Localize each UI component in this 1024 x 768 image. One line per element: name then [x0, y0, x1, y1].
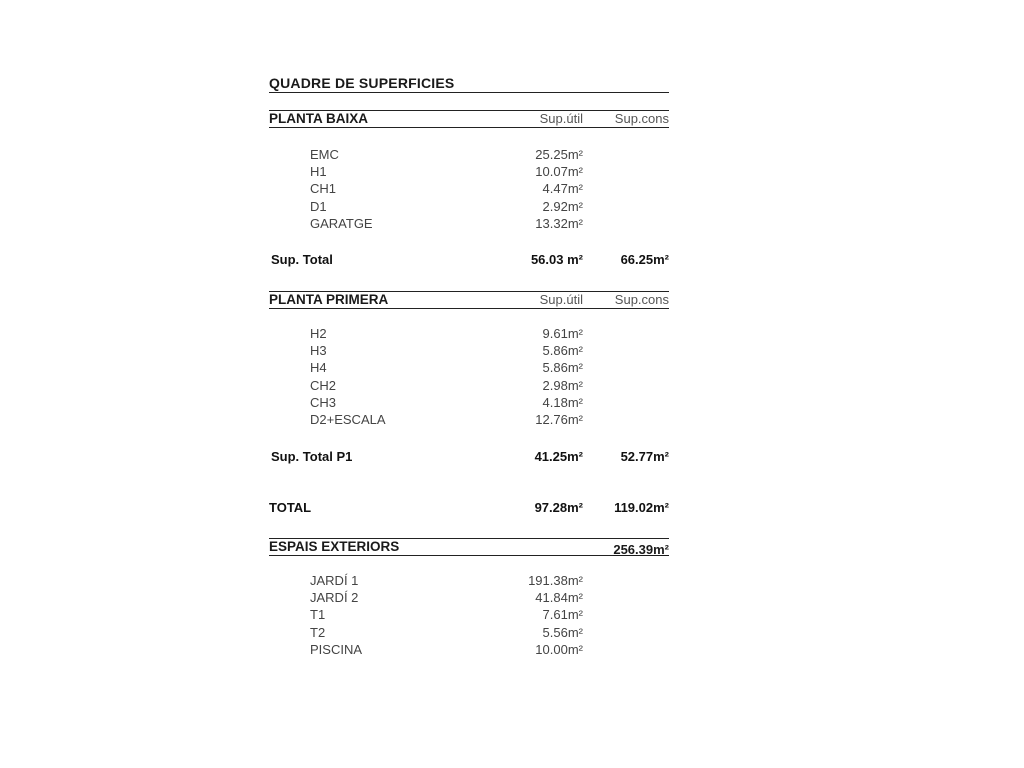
subtotal-util: 41.25m² [534, 449, 583, 465]
room-area: 10.07m² [535, 164, 583, 180]
space-name: T2 [310, 624, 326, 640]
subtotal-label: Sup. Total P1 [271, 449, 353, 465]
room-area: 5.86m² [542, 360, 583, 376]
column-header-sup-cons: Sup.cons [614, 111, 669, 126]
column-header-sup-util: Sup.útil [539, 291, 583, 307]
list-item [269, 163, 669, 180]
grand-total-util: 97.28m² [534, 500, 583, 516]
room-name: H2 [310, 325, 327, 341]
list-item [269, 146, 669, 163]
item-list-planta-baixa [269, 146, 669, 232]
section-header-planta-primera [269, 291, 669, 309]
list-item [269, 215, 669, 232]
room-name: CH3 [310, 394, 337, 410]
space-area: 7.61m² [542, 607, 583, 623]
column-header-sup-cons: Sup.cons [614, 291, 669, 307]
room-area: 4.18m² [542, 394, 583, 410]
list-item [269, 325, 669, 342]
subtotal-row-planta-primera [269, 448, 669, 466]
grand-total-label: TOTAL [269, 500, 312, 516]
section-title: ESPAIS EXTERIORS [269, 539, 400, 555]
list-item [269, 589, 669, 606]
room-area: 2.98m² [542, 377, 583, 393]
list-item [269, 198, 669, 215]
room-area: 2.92m² [542, 198, 583, 214]
space-area: 41.84m² [535, 590, 583, 606]
list-item [269, 641, 669, 658]
room-name: CH2 [310, 377, 337, 393]
item-list-planta-primera [269, 325, 669, 428]
list-item [269, 359, 669, 376]
room-area: 4.47m² [542, 181, 583, 197]
subtotal-cons: 66.25m² [620, 251, 669, 267]
subtotal-cons: 52.77m² [620, 449, 669, 465]
space-area: 191.38m² [528, 573, 583, 589]
room-name: H1 [310, 164, 327, 180]
list-item [269, 394, 669, 411]
space-name: T1 [310, 607, 326, 623]
space-name: JARDÍ 1 [310, 573, 359, 589]
list-item [269, 624, 669, 641]
list-item [269, 180, 669, 197]
room-area: 5.86m² [542, 343, 583, 359]
grand-total-cons: 119.02m² [614, 500, 669, 516]
room-area: 12.76m² [535, 411, 583, 427]
subtotal-row-planta-baixa [269, 251, 669, 269]
space-area: 5.56m² [542, 624, 583, 640]
grand-total-row [269, 499, 669, 517]
list-item [269, 411, 669, 428]
section-title: PLANTA BAIXA [269, 111, 368, 126]
space-name: PISCINA [310, 641, 363, 657]
room-name: EMC [310, 147, 339, 162]
space-name: JARDÍ 2 [310, 590, 359, 606]
list-item [269, 572, 669, 589]
subtotal-util: 56.03 m² [530, 251, 583, 267]
section-title: PLANTA PRIMERA [269, 291, 389, 307]
room-area: 13.32m² [535, 215, 583, 231]
subtotal-label: Sup. Total [271, 251, 333, 267]
room-name: D1 [310, 198, 327, 214]
list-item [269, 377, 669, 394]
room-area: 9.61m² [542, 325, 583, 341]
surface-table-document [269, 74, 669, 658]
document-title: QUADRE DE SUPERFICIES [269, 74, 669, 93]
space-area: 10.00m² [535, 641, 583, 657]
section-header-planta-baixa [269, 110, 669, 128]
section-header-espais-exteriors [269, 538, 669, 556]
room-name: CH1 [310, 181, 337, 197]
room-name: H4 [310, 360, 327, 376]
list-item [269, 342, 669, 359]
item-list-espais-exteriors [269, 572, 669, 658]
exterior-total: 256.39m² [613, 542, 669, 558]
list-item [269, 606, 669, 623]
room-area: 25.25m² [535, 147, 583, 162]
room-name: H3 [310, 343, 327, 359]
column-header-sup-util: Sup.útil [539, 111, 583, 126]
room-name: D2+ESCALA [310, 411, 386, 427]
room-name: GARATGE [310, 215, 373, 231]
